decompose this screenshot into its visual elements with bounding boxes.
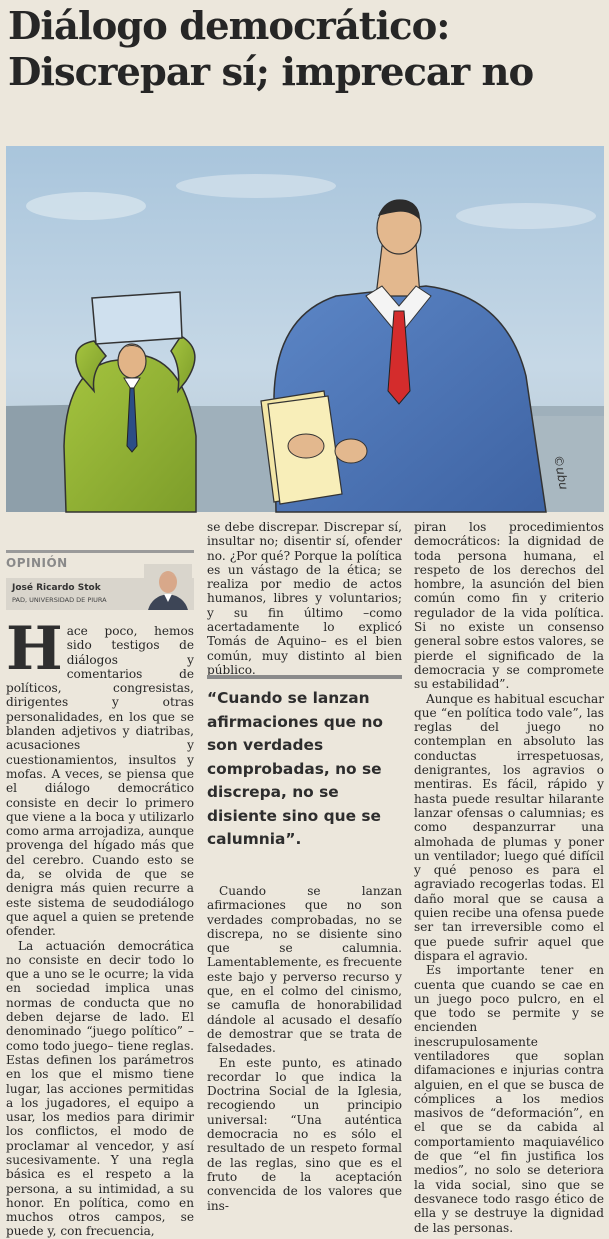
paragraph: En este punto, es atinado recordar lo que indica la Doctrina Social de la Iglesia, recogiendo un principio universal: “Una auténtica democracia no es sólo el resultado de un respeto formal de las reglas, sino que es el fruto de la aceptación convencida de los valores que ins- [207,1055,402,1213]
headline [8,4,604,96]
article-column-2-continued [207,884,402,1213]
author-photo [144,564,192,610]
paragraph: piran los procedimientos democráticos: la dignidad de toda persona humana, el respeto de los derechos del hombre, la asunción del bien común como fin y criterio regulador de la vida política. Si no existe un consenso general sobre estos valores, se pierde el significado de la democracia y se compromete su estabilidad”. [414,520,604,692]
drop-cap: H [6,614,63,684]
headline-line-1: Diálogo democrático: [8,4,450,49]
paragraph: La actuación democrática no consiste en decir todo lo que a uno se le ocurre; la vida en sociedad implica unas normas de conducta que no deben dejarse de lado. El denominado “juego político” –como todo juego– tiene reglas. Estas definen los parámetros en los que el mismo tiene lugar, las acciones permitidas a los jugadores, el equipo a usar, los medios para dirimir los conflictos, el modo de proclamar al vencedor, y así sucesivamente. Y una regla básica es el respeto a la persona, a su intimidad, a su honor. En política, como en muchos otros campos, se puede y, con frecuencia, [6,938,194,1239]
illustration-signature: ©ubu [551,454,571,491]
paragraph-text: ace poco, hemos sido testigos de diálogos y comentarios de políticos, congresistas, dirigentes y otras personalidades, en los que se blanden adjetivos y diatribas, acusaciones y cuestionamientos, insultos y mofas. A veces, se piensa que el diálogo democrático consiste en decir lo primero que viene a la boca y utilizarlo como arma arrojadiza, aunque provenga del hígado más que del cerebro. Cuando esto se da, se olvida de que se denigra más quien recurre a este sistema de seudodiálogo que aquel a quien se pretende ofender. [6,624,194,939]
pull-quote: “Cuando se lanzan afirmaciones que no son verdades comprobadas, no se discrepa, no se disiente sino que se calumnia”. [207,675,402,852]
paragraph: se debe discrepar. Discrepar sí, insultar no; disentir sí, ofender no. ¿Por qué? Porque la política es un vástago de la ética; se realiza por medio de actos humanos, libres y voluntarios; y su fin último –como acertadamente lo explicó Tomás de Aquino– es el bien común, muy distinto al bien público. [207,520,402,677]
paragraph: Cuando se lanzan afirmaciones que no son verdades comprobadas, no se discrepa, no se disiente sino que se calumnia. Lamentablemente, es frecuente este bajo y perverso recurso y que, en el colmo del cinismo, se camufla de honorabilidad dándole al acusado el desafío de demostrar que se trata de falsedades. [207,884,402,1056]
paragraph: Aunque es habitual escuchar que “en política todo vale”, las reglas del juego no contemplan en absoluto las conductas irrespetuosas, denigrantes, los agravios o mentiras. Es fácil, rápido y hasta puede resultar hilarante lanzar ofensas o calumnias; es como despanzurrar una almohada de plumas y poner un ventilador; luego qué difícil y qué penoso es para el agraviado recogerlas todas. El daño moral que se causa a quien recibe una ofensa puede ser tan irreversible como el que puede sufrir aquel que dispara el agravio. [414,691,604,963]
article-column-2 [207,520,402,677]
headline-line-2: Discrepar sí; imprecar no [8,50,534,95]
editorial-illustration [6,146,604,512]
article-column-3 [414,520,604,1235]
article-column-1 [6,614,194,1239]
author-affiliation: PAD, UNIVERSIDAD DE PIURA [12,596,107,604]
paragraph: Es importante tener en cuenta que cuando se cae en un juego poco pulcro, en el que todo se permite y se encienden inescrupulosamente ventiladores que soplan difamaciones e injurias contra alguien, en el que se busca de cómplices a los medios masivos de “deformación”, en el que se da cabida al comportamiento maquiavélico de que “el fin justifica los medios”, no solo se deteriora la vida social, sino que se desvanece todo rasgo ético de ella y se destruye la dignidad de las personas. [414,963,604,1235]
section-label: OPINIÓN [6,556,68,570]
author-name: José Ricardo Stok [12,583,101,593]
paragraph [6,614,194,939]
